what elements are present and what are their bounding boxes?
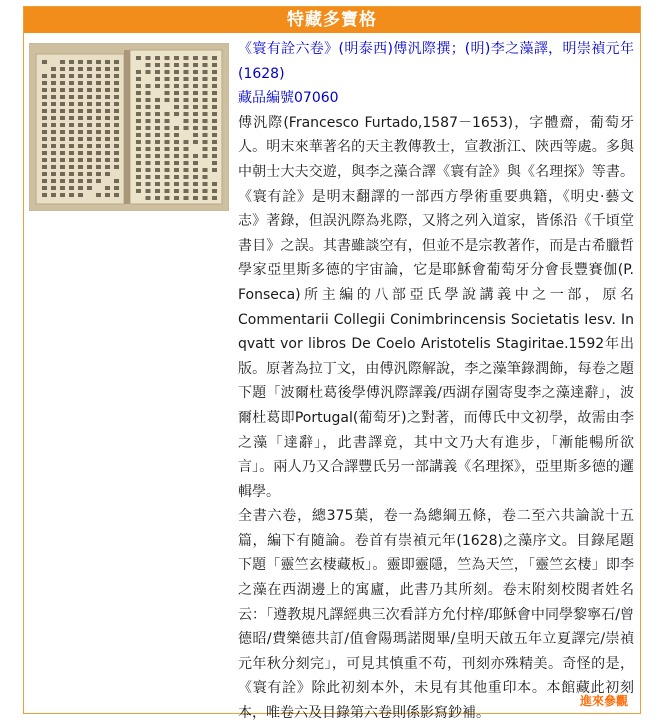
collection-number: 藏品編號07060 xyxy=(238,90,339,107)
visit-more-link[interactable]: 進來參觀 xyxy=(579,694,628,708)
description-paragraph: 全書六卷，總375葉，卷一為總綱五條，卷二至六共論說十五篇，編下有隨論。卷首有崇禎元年(1628)之藻序文。目錄尾題下題「靈竺玄棲藏板」。靈即靈隱，竺為天竺，「靈竺玄棲」即李之藻在西湖邊上的寓廬，此書乃其所刻。卷末附刻校閱者姓名云：「遵教規凡譯經典三次看詳方允付梓/耶穌會中同學黎寧石/曾德昭/費樂德共訂/值會陽瑪諾閱畢/皇明天啟五年立夏譯完/崇禎元年秋分刻完」，可見其慎重不苟，刊刻亦殊精美。奇怪的是，《寰有詮》除此初刻本外，未見有其他重印本。本館藏此初刻本，唯卷六及目錄第六卷則係影寫鈔補。 xyxy=(238,508,634,722)
book-photo xyxy=(29,43,229,211)
description-paragraph: 傅汎際(Francesco Furtado,1587－1653)，字體齋，葡萄牙人。明末來華著名的天主教傳教士，宣教浙江、陝西等處。多與中朝士大夫交遊，與李之藻合譯《寰有詮》與《名理探》等書。《寰有詮》是明末翻譯的一部西方學術重要典籍，《明史·藝文志》著錄，但誤汎際為兆際，又將之列入道家，皆係沿《千頃堂書目》之誤。其書雖談空有，但並不是宗教著作，而是古希臘哲學家亞里斯多德的宇宙論，它是耶穌會葡萄牙分會長豐賽伽(P. Fonseca)所主編的八部亞氏學說講義中之一部，原名Commentarii Collegii Conimbrincensis Societatis Iesv. In qvatt vor libros De Coelo Aristotelis Stagiritae.1592年出版。原著為拉丁文，由傅汎際解說，李之藻筆錄潤飾，每卷之題下題「波爾杜葛後學傅汎際譯義/西湖存園寄叟李之藻達辭」，波爾杜葛即Portugal(葡萄牙)之對著，而傅氏中文初學，故需由李之藻「達辭」，此書譯竟，其中文乃大有進步，「漸能暢所欲言」。兩人乃又合譯豐氏另一部講義《名理探》，亞里斯多德的邏輯學。 xyxy=(238,114,634,500)
panel-header: 特藏多寶格 xyxy=(24,7,640,33)
record-content xyxy=(238,37,634,726)
book-title-link[interactable]: 《寰有詮六卷》(明泰西)傅汎際撰；(明)李之藻譯，明崇禎元年(1628) xyxy=(238,41,634,82)
featured-collection-panel xyxy=(23,6,641,722)
